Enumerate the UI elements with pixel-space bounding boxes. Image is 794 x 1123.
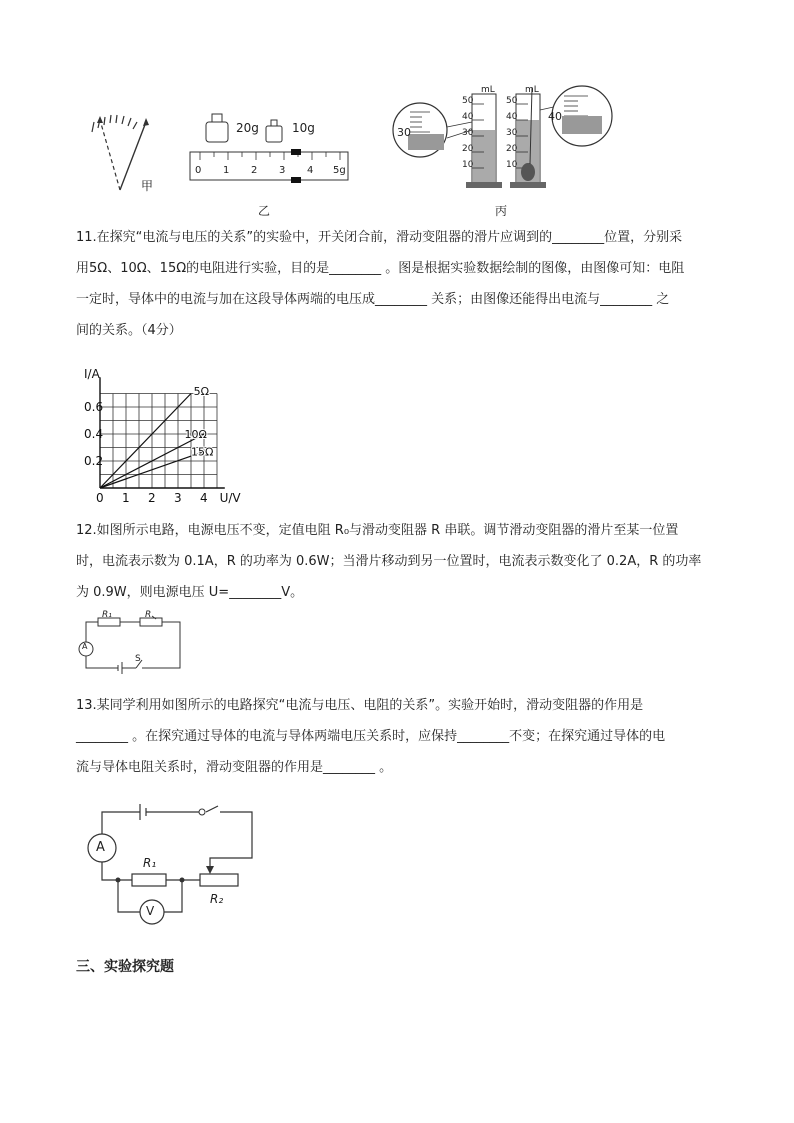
iu-graph	[82, 360, 241, 510]
label-bing: 丙	[495, 204, 508, 218]
series-label: 15Ω	[191, 445, 214, 459]
cyl2-tick-50: 50	[506, 96, 518, 106]
cyl2-tick-40: 40	[506, 112, 518, 122]
q13-r1-label: R₁	[143, 856, 157, 870]
q12-r-label: R	[145, 610, 152, 620]
figure-bing-cylinders	[392, 82, 618, 192]
weight-10g: 10g	[292, 121, 315, 135]
zoom-left-value: 30	[397, 126, 411, 139]
series-label: 10Ω	[184, 428, 207, 441]
cyl1-tick-10: 10	[462, 160, 474, 170]
x-tick-label: 0	[96, 491, 104, 505]
ruler-tick-0: 0	[195, 165, 202, 176]
q11-line-4: 间的关系。（4分）	[76, 323, 182, 338]
x-tick-label: 1	[122, 491, 130, 505]
x-axis-label: U/V	[219, 491, 241, 505]
q13-voltmeter-label: V	[146, 904, 155, 918]
weight-20g: 20g	[236, 121, 259, 135]
label-jia: 甲	[141, 179, 154, 193]
x-tick-label: 2	[148, 491, 156, 505]
q12-line-2: 时，电流表示数为 0.1A，R 的功率为 0.6W；当滑片移动到另一位置时，电流表示数变化了 0.2A，R 的功率	[76, 554, 702, 569]
ruler-tick-3: 3	[279, 165, 286, 176]
q12-line-3: 为 0.9W，则电源电压 U=________V。	[76, 585, 304, 600]
zoom-right-value: 40	[548, 110, 562, 123]
q12-ammeter-label: A	[82, 642, 88, 651]
y-tick-label: 0.4	[84, 427, 104, 441]
question-12	[76, 515, 718, 608]
cyl2-tick-30: 30	[506, 128, 518, 138]
q11-line-3: 一定时，导体中的电流与加在这段导体两端的电压成________ 关系；由图像还能得出电流与________ 之	[76, 292, 670, 307]
ruler-tick-4: 4	[307, 165, 314, 176]
q12-switch-label: S	[135, 654, 141, 664]
q13-r2-label: R₂	[210, 892, 224, 906]
q12-circuit	[76, 612, 188, 678]
series-label: 5Ω	[193, 384, 210, 398]
series-line	[100, 394, 191, 489]
q11-line-2: 用5Ω、10Ω、15Ω的电阻进行实验，目的是________ 。图是根据实验数据绘制的图像，由图像可知：电阻	[76, 261, 685, 276]
cyl2-tick-20: 20	[506, 144, 518, 154]
y-tick-label: 0.2	[84, 454, 104, 468]
x-tick-label: 3	[174, 491, 182, 505]
y-tick-label: 0.6	[84, 400, 104, 414]
x-tick-label: 4	[200, 491, 208, 505]
section-title: 三、实验探究题	[76, 959, 174, 975]
q13-circuit	[84, 800, 260, 924]
q13-line-2: ________ 。在探究通过导体的电流与导体两端电压关系时，应保持________不变；在探究通过导体的电	[76, 729, 666, 744]
ruler-tick-2: 2	[251, 165, 258, 176]
cyl1-unit: mL	[481, 85, 495, 95]
cyl1-tick-50: 50	[462, 96, 474, 106]
ruler-tick-5: 5g	[333, 165, 346, 176]
q13-ammeter-label: A	[96, 840, 105, 855]
cyl2-unit: mL	[525, 85, 539, 95]
figure-yi-balance	[186, 108, 352, 188]
question-13	[76, 690, 718, 783]
q12-r0-label: R₁	[102, 610, 112, 620]
question-11	[76, 222, 718, 346]
cyl2-tick-10: 10	[506, 160, 518, 170]
y-axis-label: I/A	[84, 367, 100, 381]
label-yi: 乙	[258, 204, 271, 218]
q12-line-1: 12.如图所示电路，电源电压不变，定值电阻 R₀与滑动变阻器 R 串联。调节滑动变阻器的滑片至某一位置	[76, 523, 679, 538]
cyl1-tick-40: 40	[462, 112, 474, 122]
ruler-tick-1: 1	[223, 165, 230, 176]
cyl1-tick-30: 30	[462, 128, 474, 138]
q13-line-1: 13.某同学利用如图所示的电路探究“电流与电压、电阻的关系”。实验开始时，滑动变阻器的作用是	[76, 698, 644, 713]
q13-line-3: 流与导体电阻关系时，滑动变阻器的作用是________ 。	[76, 760, 393, 775]
q11-line-1: 11.在探究“电流与电压的关系”的实验中，开关闭合前，滑动变阻器的滑片应调到的________位置，分别采	[76, 230, 683, 245]
cyl1-tick-20: 20	[462, 144, 474, 154]
